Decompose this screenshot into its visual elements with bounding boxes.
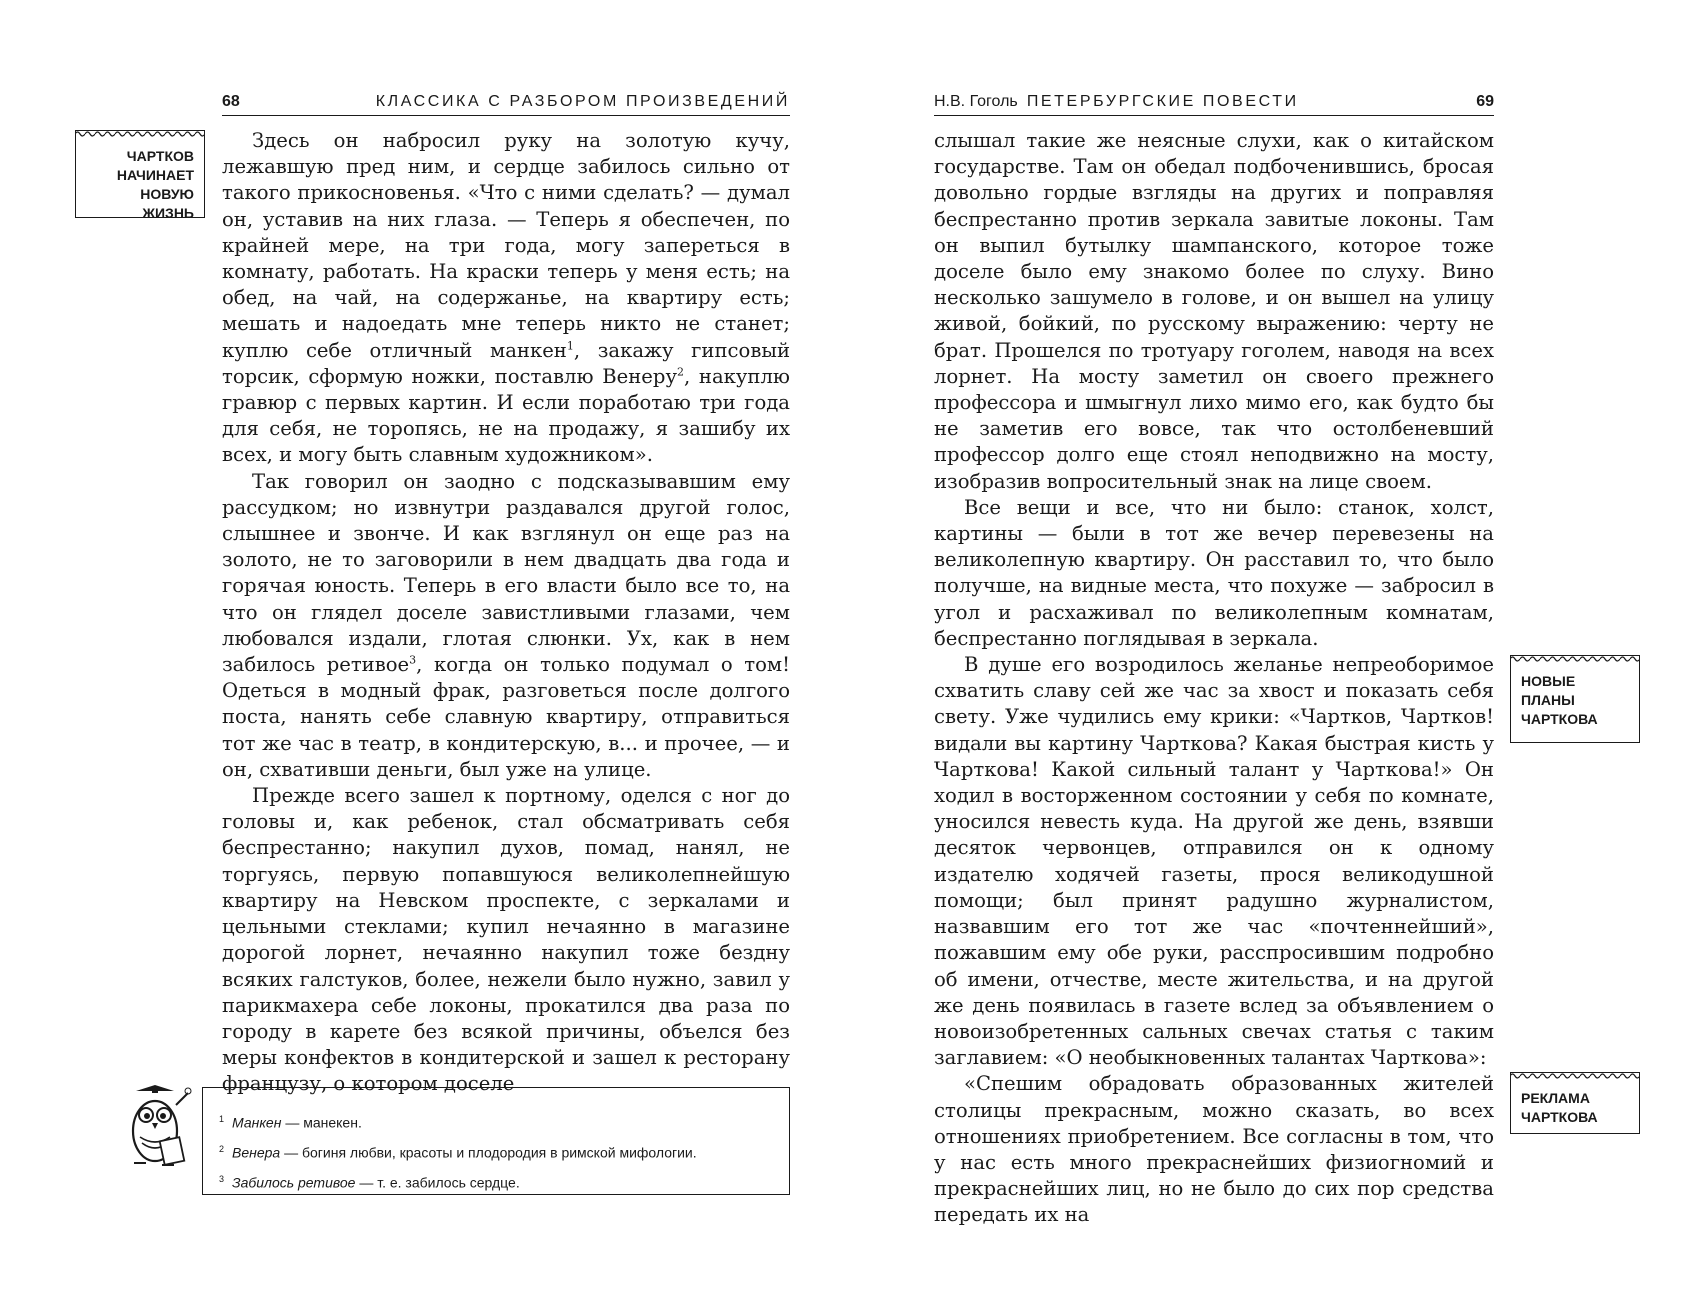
paragraph: Так говорил он заодно с подсказывавшим ему рассудком; но извнутри раздавался другой голос, слышнее и звонче. И как взглянул он еще раз на золото, не то заговорили в нем двадцать два года и горячая юность. Теперь в его власти было все то, на что он глядел доселе завистливыми глазами, чем любовался издали, глотая слюнки. Ух, как в нем забилось ретивое$^3$, когда он только подумал о том! Одеться в модный фрак, разговеться после долгого поста, нанять себе славную квартиру, отправиться тот же час в театр, в кондитерскую, в... и прочее, — и он, схвативши деньги, был уже на улице. [222,469,790,781]
paragraph: «Спешим обрадовать образованных жителей столицы прекрасным, можно сказать, во всех отношениях приобретением. Все согласны в том, что у нас есть много прекраснейших физиогномий и прекраснейших лиц, но не было до сих пор средства передать их на [934,1072,1494,1227]
margin-note-line: ЧАРТКОВ [126,148,194,164]
margin-note-line: НОВУЮ ЖИЗНЬ [140,186,194,221]
page-number-right: 69 [1476,93,1494,110]
footnote: $^1$ Манкен — манекен. [219,1114,362,1131]
author-name: Н.В. Гоголь [934,93,1018,110]
footnote: $^3$ Забилось ретивое — т. е. забилось сердце. [219,1174,520,1191]
collection-title: ПЕТЕРБУРГСКИЕ ПОВЕСТИ [1026,93,1299,110]
left-running-header [222,91,790,116]
paragraph: В душе его возродилось желанье непреоборимое схватить славу сей же час за хвост и показать себя свету. Уже чудились ему крики: «Чартков, Чартков! видали вы картину Чарткова? Какая быстрая кисть у Чарткова! Какой сильный талант у Чарткова!» Он ходил в восторженном состоянии у себя по комнате, уносился невесть куда. На другой же день, взявши десяток червонцев, отправился он к одному издателю ходячей газеты, прося великодушной помощи; был принят радушно журналистом, назвавшим его тот же час «почтеннейший», пожавшим ему обе руки, расспросившим подробно об имени, отчестве, месте жительства, и на другой же день появилась в газете вслед за объявлением о новоизобретенных сальных свечах статья с таким заглавием: «О необыкновенных талантах Чарткова»: [934,653,1494,1070]
paragraph: Здесь он набросил руку на золотую кучу, лежавшую пред ним, и сердце забилось сильно от такого прикосновенья. «Что с ними сделать? — думал он, уставив на них глаза. — Теперь я обеспечен, по крайней мере, на три года, могу запереться в комнату, работать. На краски теперь у меня есть; на обед, на чай, на содержанье, на квартиру есть; мешать и надоедать мне теперь никто не станет; куплю себе отличный манкен$^1$, закажу гипсовый торсик, сформую ножки, поставлю Венеру$^2$, накуплю гравюр с первых картин. И если поработаю три года для себя, не торопясь, не на продажу, я зашибу их всех, и могу быть славным художником». [222,129,791,467]
left-page-text [222,128,790,1098]
owl-mascot-icon [122,1085,194,1169]
margin-note-chartkov-new-life [75,130,205,221]
page-number-left: 68 [222,93,240,110]
wavy-border-decoration [75,130,205,138]
right-running-header [934,91,1494,116]
margin-note-new-plans [1510,655,1640,743]
margin-note-line: ПЛАНЫ [1521,692,1575,708]
margin-note-advertisement [1510,1072,1640,1134]
paragraph: слышал такие же неясные слухи, как о китайском государстве. Там он обедал подбоченившись, бросая довольно гордые взгляды на других и поправляя беспрестанно против зеркала завитые локоны. Там он выпил бутылку шампанского, которое тоже доселе было ему знакомо более по слуху. Вино несколько зашумело в голове, и он вышел на улицу живой, бойкий, по русскому выражению: черту не брат. Прошелся по тротуару гоголем, наводя на всех лорнет. На мосту заметил он своего прежнего профессора и шмыгнул лихо мимо его, как будто бы не заметив его вовсе, так что остолбеневший профессор долго еще стоял неподвижно на мосту, изобразив вопросительный знак на лице своем. [934,129,1494,493]
footnote: $^2$ Венера — богиня любви, красоты и плодородия в римской мифологии. [219,1144,697,1161]
footnote-marker[interactable]: 2 [676,365,684,379]
wavy-border-decoration [1510,655,1640,663]
margin-note-line: ЧАРТКОВА [1521,1109,1598,1125]
footnote-marker[interactable]: 1 [566,339,574,353]
footnote-marker[interactable]: 3 [409,653,417,667]
margin-note-line: НОВЫЕ [1521,673,1576,689]
paragraph: Все вещи и все, что ни было: станок, холст, картины — были в тот же вечер перевезены на великолепную квартиру. Он расставил то, что было получше, на видные места, что похуже — забросил в угол и расхаживал по великолепным комнатам, беспрестанно поглядывая в зеркала. [934,495,1494,650]
margin-note-line: НАЧИНАЕТ [116,167,194,183]
margin-note-line: ЧАРТКОВА [1521,711,1598,727]
paragraph: Прежде всего зашел к портному, оделся с ног до головы и, как ребенок, стал обсматривать себя беспрестанно; накупил духов, помад, нанял, не торгуясь, первую попавшуюся великолепнейшую квартиру на Невском проспекте, с зеркалами и цельными стеклами; купил нечаянно в магазине дорогой лорнет, нечаянно накупил тоже бездну всяких галстуков, более, нежели было нужно, завил у парикмахера себе локоны, прокатился два раза по городу в карете без всякой причины, объелся без меры конфектов в кондитерской и зашел к ресторану французу, о котором доселе [222,784,790,1096]
wavy-border-decoration [1510,1072,1640,1080]
footnotes-box [202,1087,790,1195]
book-series-title: КЛАССИКА С РАЗБОРОМ ПРОИЗВЕДЕНИЙ [375,93,790,110]
book-title-header [934,91,1299,113]
right-page-text [934,128,1494,1229]
margin-note-line: РЕКЛАМА [1521,1090,1590,1106]
